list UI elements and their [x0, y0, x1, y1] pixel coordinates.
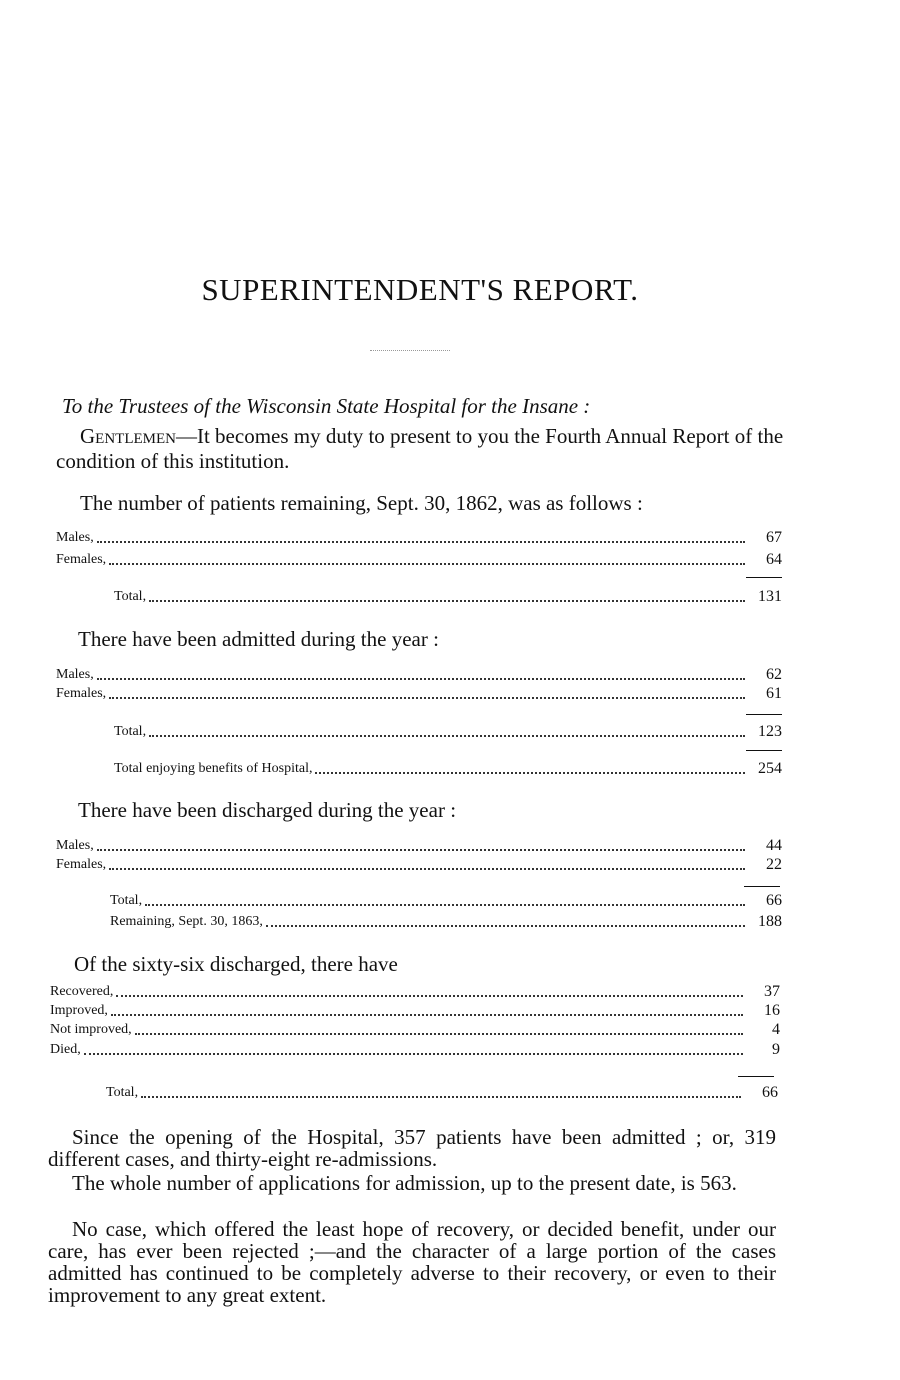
sum-rule	[746, 577, 782, 578]
admitted-heading: There have been admitted during the year :	[78, 627, 439, 651]
row-label: Males,	[56, 838, 94, 853]
paragraph-applications: The whole number of applications for admission, up to the present date, is 563.	[72, 1171, 737, 1195]
outcomes-row-not-improved	[50, 1022, 780, 1038]
page-title: SUPERINTENDENT'S REPORT.	[201, 272, 639, 307]
row-label: Remaining, Sept. 30, 1863,	[110, 914, 263, 929]
leader-dots	[109, 868, 745, 870]
outcomes-row-improved	[50, 1003, 780, 1019]
sum-rule	[746, 714, 782, 715]
row-value: 188	[758, 913, 782, 930]
discharged-row-total	[110, 893, 782, 909]
remaining-row-females	[56, 552, 782, 568]
row-label: Males,	[56, 667, 94, 682]
salutation: To the Trustees of the Wisconsin State Hospital for the Insane :	[62, 394, 591, 418]
intro-paragraph	[56, 424, 786, 474]
row-value: 131	[758, 588, 782, 605]
intro-text: —It becomes my duty to present to you the Fourth Annual Report of the condition of this institution.	[56, 424, 784, 473]
leader-dots	[111, 1014, 743, 1016]
leader-dots	[135, 1033, 743, 1035]
row-value: 66	[766, 892, 782, 909]
paragraph-admissions: Since the opening of the Hospital, 357 patients have been admitted ; or, 319 different cases, and thirty-eight re-admissions.	[48, 1125, 776, 1171]
admitted-row-females	[56, 686, 782, 702]
row-value: 16	[764, 1002, 780, 1019]
sum-rule	[744, 886, 780, 887]
row-label: Total,	[114, 589, 147, 604]
leader-dots	[116, 995, 743, 997]
sum-rule	[746, 750, 782, 751]
row-label: Improved,	[50, 1003, 108, 1018]
row-value: 22	[766, 856, 782, 873]
leader-dots	[149, 735, 745, 737]
row-value: 67	[766, 529, 782, 546]
row-label: Died,	[50, 1042, 81, 1057]
admitted-row-grand-total	[114, 761, 782, 777]
row-label: Females,	[56, 857, 107, 872]
row-value: 66	[762, 1084, 778, 1101]
row-label: Not improved,	[50, 1022, 132, 1037]
row-value: 62	[766, 666, 782, 683]
title-divider	[370, 350, 450, 351]
leader-dots	[109, 697, 745, 699]
leader-dots	[84, 1053, 743, 1055]
row-value: 37	[764, 983, 780, 1000]
row-label: Females,	[56, 552, 107, 567]
admitted-row-males	[56, 667, 782, 683]
admitted-row-total	[114, 724, 782, 740]
leader-dots	[97, 541, 745, 543]
row-label: Total,	[110, 893, 143, 908]
row-label: Total,	[114, 724, 147, 739]
row-value: 123	[758, 723, 782, 740]
leader-dots	[109, 563, 745, 565]
row-label: Females,	[56, 686, 107, 701]
leader-dots	[145, 904, 745, 906]
row-label: Recovered,	[50, 984, 114, 999]
row-value: 44	[766, 837, 782, 854]
discharged-row-remaining	[110, 914, 782, 930]
discharged-row-males	[56, 838, 782, 854]
intro-lead: Gentlemen	[80, 424, 176, 448]
row-value: 4	[772, 1021, 780, 1038]
leader-dots	[97, 678, 745, 680]
row-value: 61	[766, 685, 782, 702]
sum-rule	[738, 1076, 774, 1077]
row-label: Total,	[106, 1085, 139, 1100]
row-value: 64	[766, 551, 782, 568]
row-value: 9	[772, 1041, 780, 1058]
row-label: Males,	[56, 530, 94, 545]
leader-dots	[141, 1096, 741, 1098]
outcomes-heading: Of the sixty-six discharged, there have	[74, 952, 398, 976]
leader-dots	[266, 925, 745, 927]
outcomes-row-recovered	[50, 984, 780, 1000]
row-label: Total enjoying benefits of Hospital,	[114, 761, 313, 776]
outcomes-row-died	[50, 1042, 780, 1058]
remaining-row-total	[114, 589, 782, 605]
remaining-heading: The number of patients remaining, Sept. 30, 1862, was as follows :	[80, 491, 643, 515]
discharged-row-females	[56, 857, 782, 873]
leader-dots	[97, 849, 745, 851]
paragraph-rejections: No case, which offered the least hope of recovery, or decided benefit, under our care, has ever been rejected ;—and the character of a large portion of the cases admitted has continued to be completely adverse to their recovery, or even to their improvement to any great extent.	[48, 1217, 776, 1307]
leader-dots	[315, 772, 745, 774]
outcomes-row-total	[106, 1085, 778, 1101]
remaining-row-males	[56, 530, 782, 546]
leader-dots	[149, 600, 745, 602]
row-value: 254	[758, 760, 782, 777]
discharged-heading: There have been discharged during the year :	[78, 798, 457, 822]
